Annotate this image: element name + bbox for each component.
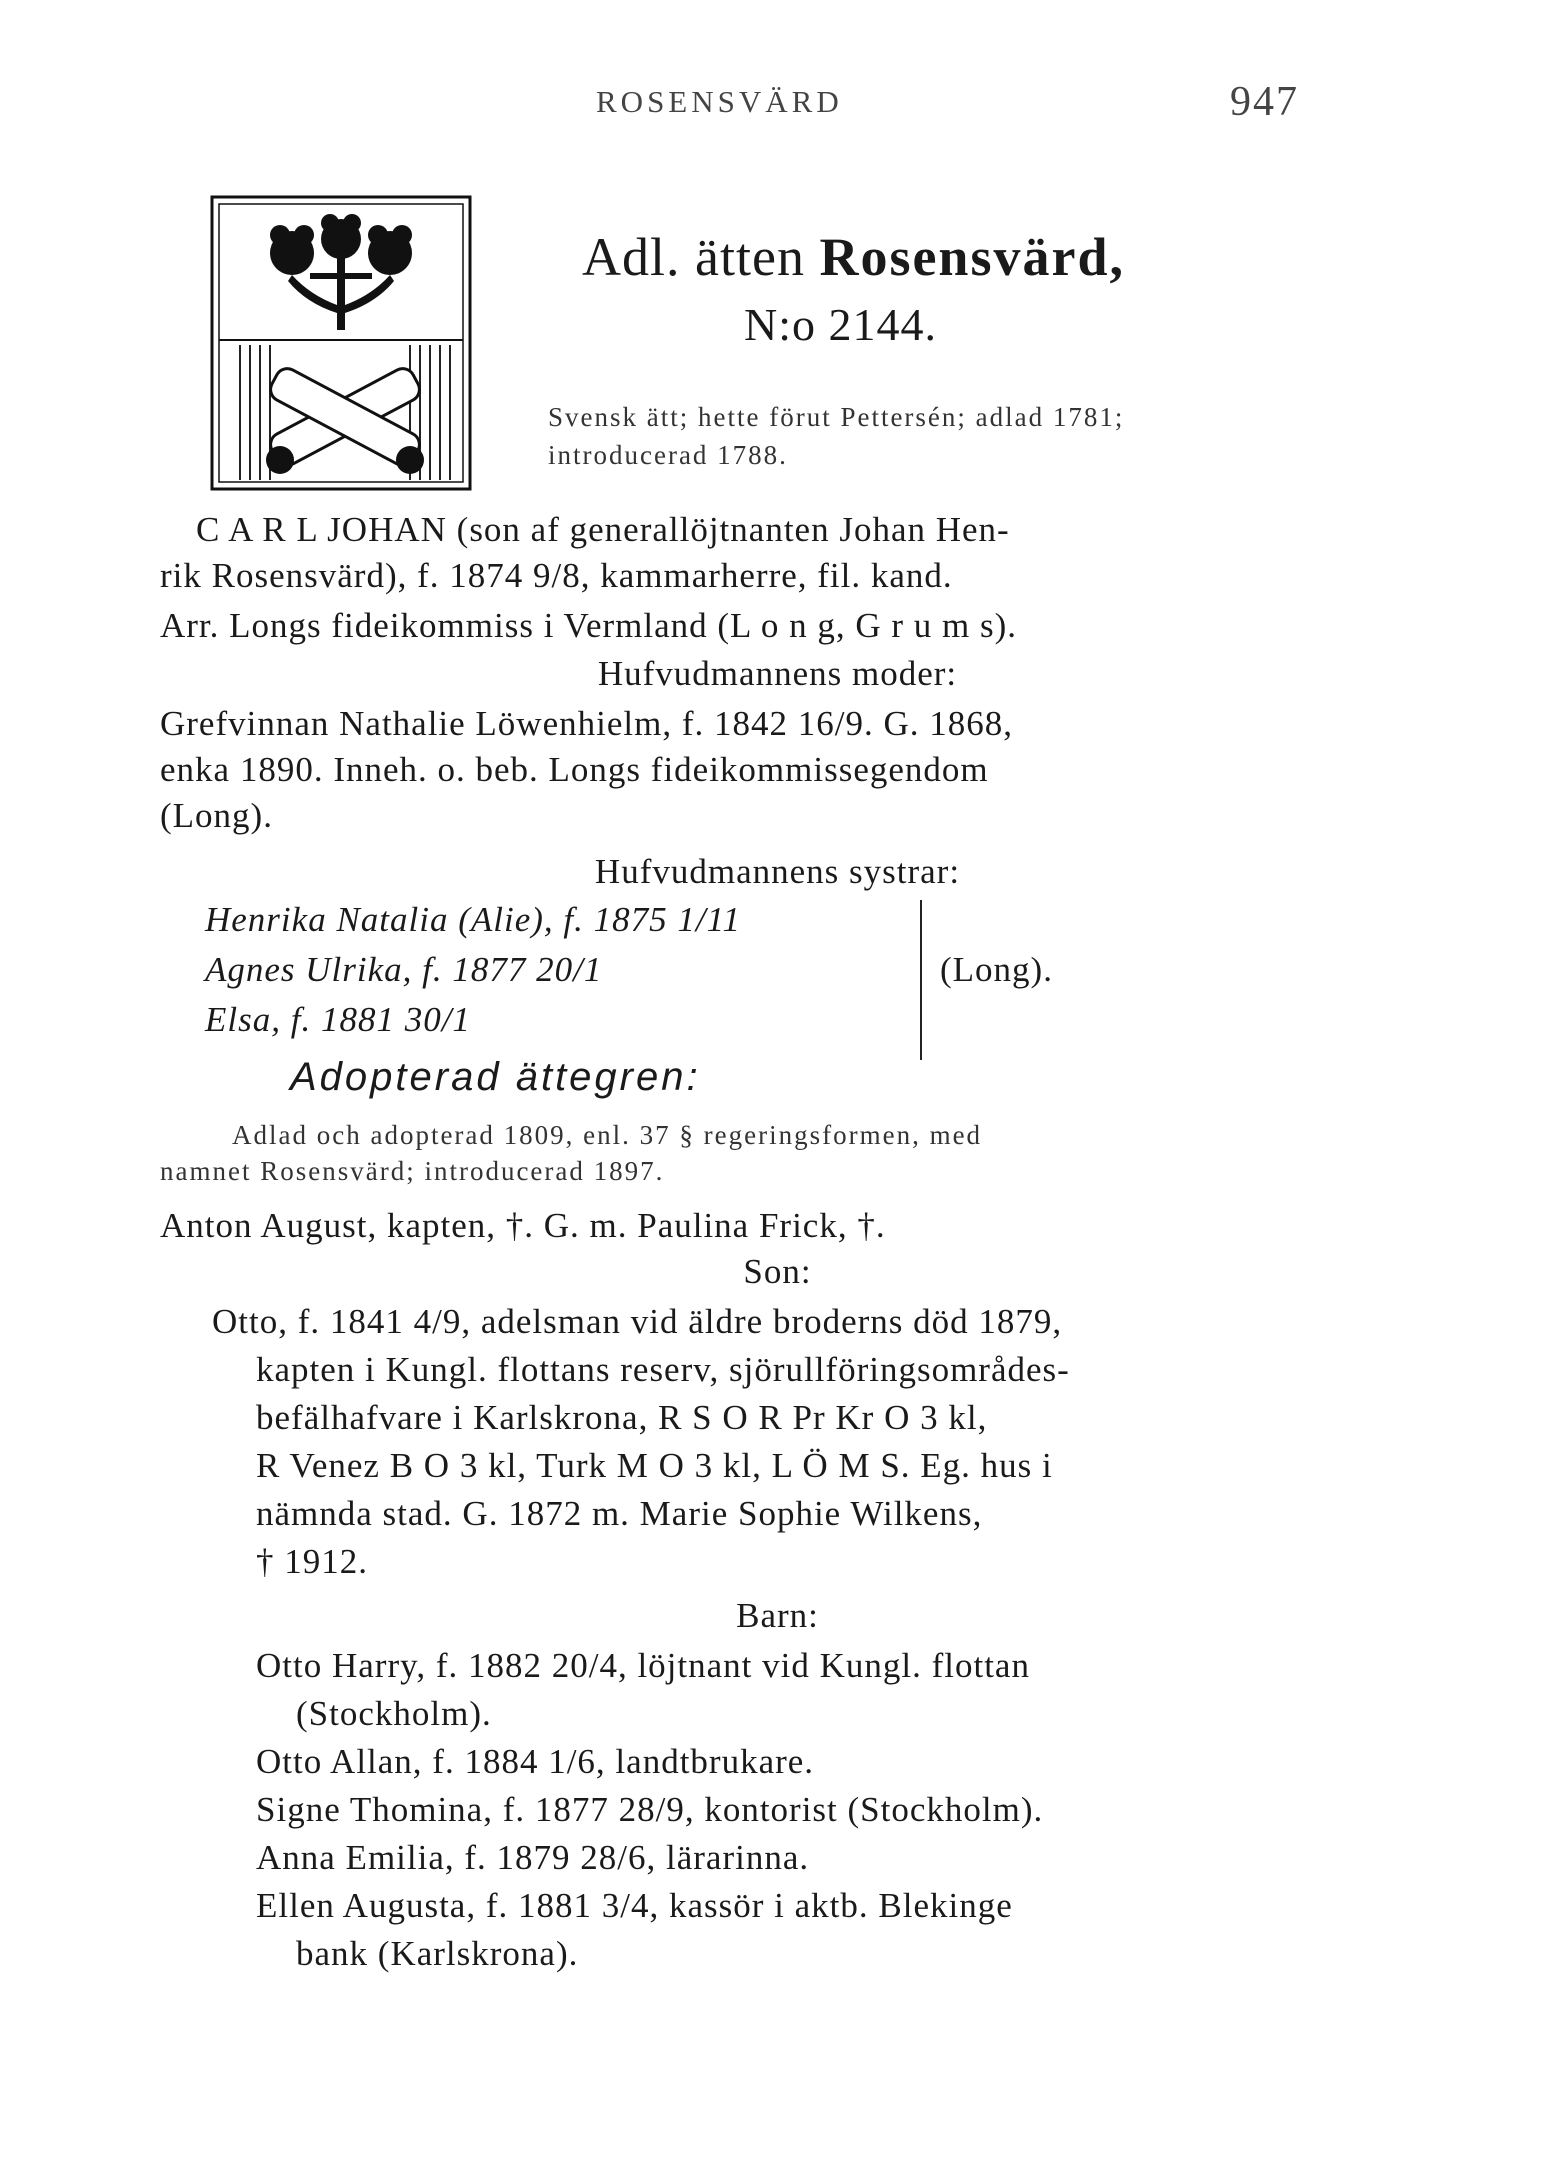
family-number: N:o 2144. — [744, 299, 937, 350]
child-line: Signe Thomina, f. 1877 28/9, kontorist (Stockholm). — [256, 1790, 1044, 1829]
adopted-note: namnet Rosensvärd; introducerad 1897. — [160, 1156, 665, 1186]
text-line: Grefvinnan Nathalie Löwenhielm, f. 1842 16/9. G. 1868, — [160, 704, 1013, 743]
text-line: enka 1890. Inneh. o. beb. Longs fideikommissegendom — [160, 750, 989, 789]
sister-line: Agnes Ulrika, f. 1877 20/1 — [205, 950, 603, 989]
child-line: Otto Allan, f. 1884 1/6, landtbrukare. — [256, 1742, 815, 1781]
text-line: R Venez B O 3 kl, Turk M O 3 kl, L Ö M S. Eg. hus i — [256, 1446, 1053, 1485]
child-line: bank (Karlskrona). — [296, 1934, 579, 1973]
sister-line: Elsa, f. 1881 30/1 — [205, 1000, 471, 1039]
text-line: C A R L JOHAN (son af generallöjtnanten Johan Hen- — [196, 510, 1010, 549]
child-line: (Stockholm). — [296, 1694, 492, 1733]
section-label: Son: — [743, 1252, 812, 1291]
text-line: Arr. Longs fideikommiss i Vermland (L o n g, G r u m s). — [160, 606, 1018, 645]
sisters-residence: (Long). — [940, 950, 1053, 989]
text-line: Otto, f. 1841 4/9, adelsman vid äldre broderns död 1879, — [212, 1302, 1063, 1341]
section-label: Hufvudmannens moder: — [597, 654, 958, 693]
running-title: ROSENSVÄRD — [596, 84, 843, 119]
section-label: Barn: — [736, 1596, 819, 1635]
text-line: kapten i Kungl. flottans reserv, sjörullföringsområdes- — [256, 1350, 1070, 1389]
page-number: 947 — [1230, 79, 1299, 125]
child-line: Ellen Augusta, f. 1881 3/4, kassör i aktb. Blekinge — [256, 1886, 1013, 1925]
adopted-note: Adlad och adopterad 1809, enl. 37 § regeringsformen, med — [232, 1120, 983, 1150]
family-title — [582, 226, 1125, 288]
text-line: † 1912. — [256, 1542, 368, 1581]
family-name: Rosensvärd, — [819, 227, 1125, 287]
coat-of-arms-icon — [210, 195, 472, 491]
brace — [920, 900, 926, 1060]
text-line: Anton August, kapten, †. G. m. Paulina Frick, †. — [160, 1206, 886, 1245]
text-line: nämnda stad. G. 1872 m. Marie Sophie Wilkens, — [256, 1494, 983, 1533]
section-heading: Adopterad ättegren: — [290, 1055, 701, 1099]
intro-note: Svensk ätt; hette förut Pettersén; adlad 1781; introducerad 1788. — [548, 402, 1125, 470]
child-line: Otto Harry, f. 1882 20/4, löjtnant vid Kungl. flottan — [256, 1646, 1030, 1685]
text-line: befälhafvare i Karlskrona, R S O R Pr Kr O 3 kl, — [256, 1398, 988, 1437]
title-prefix: Adl. ätten — [582, 227, 820, 287]
text-line: (Long). — [160, 796, 273, 835]
child-line: Anna Emilia, f. 1879 28/6, lärarinna. — [256, 1838, 810, 1877]
text-line: rik Rosensvärd), f. 1874 9/8, kammarherre, fil. kand. — [160, 556, 953, 595]
section-label: Hufvudmannens systrar: — [594, 852, 961, 891]
sister-line: Henrika Natalia (Alie), f. 1875 1/11 — [205, 900, 741, 939]
